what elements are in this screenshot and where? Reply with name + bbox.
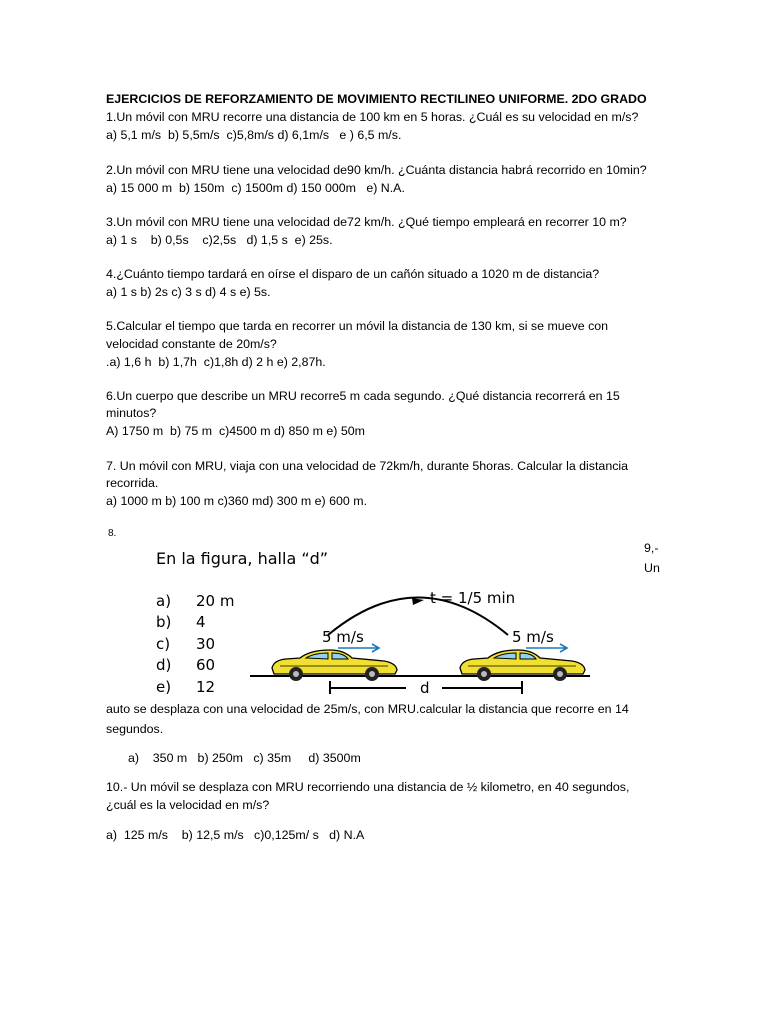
question-10-options: a) 125 m/s b) 12,5 m/s c)0,125m/ s d) N.A	[106, 828, 365, 842]
question-3-options: a) 1 s b) 0,5s c)2,5s d) 1,5 s e) 25s.	[106, 233, 333, 247]
figure-option-value: 20 m	[196, 592, 235, 610]
question-6-options: A) 1750 m b) 75 m c)4500 m d) 850 m e) 50m	[106, 424, 365, 438]
question-5-line-2: velocidad constante de 20m/s?	[106, 337, 277, 351]
document-title: EJERCICIOS DE REFORZAMIENTO DE MOVIMIENTO RECTILINEO UNIFORME. 2DO GRADO	[106, 92, 647, 106]
question-9-line-1: auto se desplaza con una velocidad de 25m/s, con MRU.calcular la distancia que recorre en 14	[106, 702, 629, 716]
figure-option-value: 60	[196, 656, 216, 674]
question-5-options: .a) 1,6 h b) 1,7h c)1,8h d) 2 h e) 2,87h.	[106, 355, 326, 369]
figure-option-letter: e)	[156, 678, 172, 696]
question-4-text: 4.¿Cuánto tiempo tardará en oírse el disparo de un cañón situado a 1020 m de distancia?	[106, 267, 600, 281]
question-9-number: 9,-	[644, 541, 659, 555]
question-2-text: 2.Un móvil con MRU tiene una velocidad de90 km/h. ¿Cuánta distancia habrá recorrido en 10min?	[106, 163, 647, 177]
figure-options	[156, 592, 234, 696]
question-5-line-1: 5.Calcular el tiempo que tarda en recorrer un móvil la distancia de 130 km, si se mueve con	[106, 319, 609, 333]
question-10-line-2: ¿cuál es la velocidad en m/s?	[106, 798, 270, 812]
question-1-text: 1.Un móvil con MRU recorre una distancia de 100 km en 5 horas. ¿Cuál es su velocidad en m/s?	[106, 110, 639, 124]
figure-title: En la figura, halla “d”	[156, 549, 329, 568]
question-10-line-1: 10.- Un móvil se desplaza con MRU recorriendo una distancia de ½ kilometro, en 40 segundos,	[106, 780, 630, 794]
question-7-line-2: recorrida.	[106, 476, 159, 490]
question-6-line-1: 6.Un cuerpo que describe un MRU recorre5 m cada segundo. ¿Qué distancia recorrerá en 15	[106, 389, 620, 403]
time-label: t = 1/5 min	[430, 589, 516, 607]
figure-option-letter: d)	[156, 656, 172, 674]
figure-option-value: 30	[196, 635, 216, 653]
question-7-line-1: 7. Un móvil con MRU, viaja con una velocidad de 72km/h, durante 5horas. Calcular la distancia	[106, 459, 629, 473]
figure-option-value: 12	[196, 678, 216, 696]
distance-label: d	[420, 679, 430, 697]
figure-option-value: 4	[196, 613, 206, 631]
question-2-options: a) 15 000 m b) 150m c) 1500m d) 150 000m e) N.A.	[106, 181, 405, 195]
question-9-options: a) 350 m b) 250m c) 35m d) 3500m	[128, 751, 361, 765]
question-9-number-continued: Un	[644, 561, 660, 575]
figure-option-letter: b)	[156, 613, 172, 631]
figure-option-letter: c)	[156, 635, 171, 653]
trajectory-arrowhead	[412, 598, 424, 605]
question-9-line-2: segundos.	[106, 722, 164, 736]
question-4-options: a) 1 s b) 2s c) 3 s d) 4 s e) 5s.	[106, 285, 271, 299]
question-1-options: a) 5,1 m/s b) 5,5m/s c)5,8m/s d) 6,1m/s e ) 6,5 m/s.	[106, 128, 402, 142]
question-8-number: 8.	[108, 528, 117, 539]
speed-label-right: 5 m/s	[512, 628, 554, 646]
question-7-options: a) 1000 m b) 100 m c)360 md) 300 m e) 600 m.	[106, 494, 368, 508]
figure-option-letter: a)	[156, 592, 172, 610]
speed-label-left: 5 m/s	[322, 628, 364, 646]
question-6-line-2: minutos?	[106, 406, 157, 420]
question-8-figure	[150, 540, 590, 700]
question-3-text: 3.Un móvil con MRU tiene una velocidad de72 km/h. ¿Qué tiempo empleará en recorrer 10 m?	[106, 215, 627, 229]
